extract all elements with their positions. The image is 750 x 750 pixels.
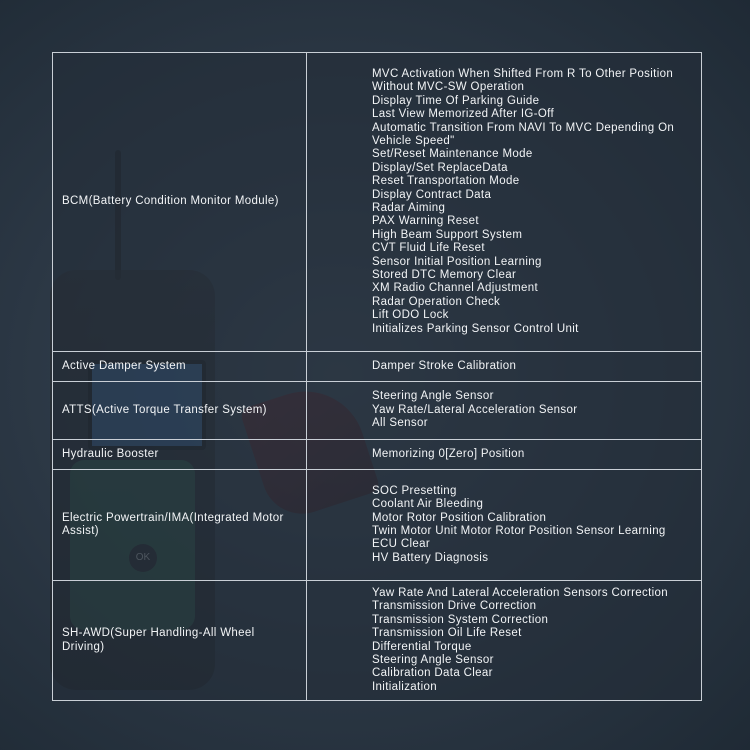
table-row [53,352,702,382]
function-item: Steering Angle Sensor [372,390,494,403]
function-item: Yaw Rate And Lateral Acceleration Sensors Correction [372,587,669,599]
function-item: Display/Set ReplaceData [372,161,508,174]
function-item: Coolant Air Bleeding [372,498,484,511]
table-row [53,53,702,352]
function-item: Initialization [372,680,437,693]
function-item: Calibration Data Clear [372,667,493,680]
function-item: Initializes Parking Sensor Control Unit [372,322,579,335]
function-item: Radar Operation Check [372,295,501,308]
function-list [307,440,702,470]
function-item: Transmission Oil Life Reset [372,627,522,640]
function-item: Automatic Transition From NAVI To MVC Depending On Vehicle Speed" [372,121,675,147]
function-list [307,470,702,581]
function-item: Stored DTC Memory Clear [372,269,517,282]
function-item: Twin Motor Unit Motor Rotor Position Sensor Learning [372,525,666,537]
function-item: All Sensor [372,417,428,430]
function-item: Yaw Rate/Lateral Acceleration Sensor [372,403,578,416]
function-item: Set/Reset Maintenance Mode [372,148,533,161]
function-item: ECU Clear [372,538,431,551]
system-name: ATTS(Active Torque Transfer System) [53,382,307,440]
function-item: Last View Memorized After IG-Off [372,108,555,121]
function-item: Memorizing 0[Zero] Position [372,447,525,460]
function-item: High Beam Support System [372,228,523,241]
system-name: BCM(Battery Condition Monitor Module) [53,53,307,352]
function-item: Lift ODO Lock [372,309,449,322]
system-name: SH-AWD(Super Handling-All Wheel Driving) [53,581,307,701]
function-item: XM Radio Channel Adjustment [372,282,539,295]
function-item: Display Contract Data [372,188,492,201]
table-row [53,470,702,581]
function-item: Damper Stroke Calibration [372,359,517,372]
system-name: Electric Powertrain/IMA(Integrated Motor Assist) [53,470,307,581]
function-item: SOC Presetting [372,484,457,497]
function-item: Transmission System Correction [372,613,549,626]
function-list [307,53,702,352]
function-item: Sensor Initial Position Learning [372,255,542,268]
table-row [53,440,702,470]
table-row [53,581,702,701]
system-name: Hydraulic Booster [53,440,307,470]
function-item: Display Time Of Parking Guide [372,94,540,107]
function-list [307,352,702,382]
function-item: Differential Torque [372,640,472,653]
system-name: Active Damper System [53,352,307,382]
function-list [307,581,702,701]
function-item: Motor Rotor Position Calibration [372,511,547,524]
function-item: PAX Warning Reset [372,215,479,228]
function-item: HV Battery Diagnosis [372,551,489,564]
function-list [307,382,702,440]
function-item: CVT Fluid Life Reset [372,242,485,255]
function-table [52,52,702,701]
function-item: MVC Activation When Shifted From R To Other Position Without MVC-SW Operation [372,67,674,94]
table-row [53,382,702,440]
function-item: Transmission Drive Correction [372,600,537,613]
function-item: Steering Angle Sensor [372,654,494,667]
function-item: Radar Aiming [372,202,446,214]
function-item: Reset Transportation Mode [372,175,520,188]
